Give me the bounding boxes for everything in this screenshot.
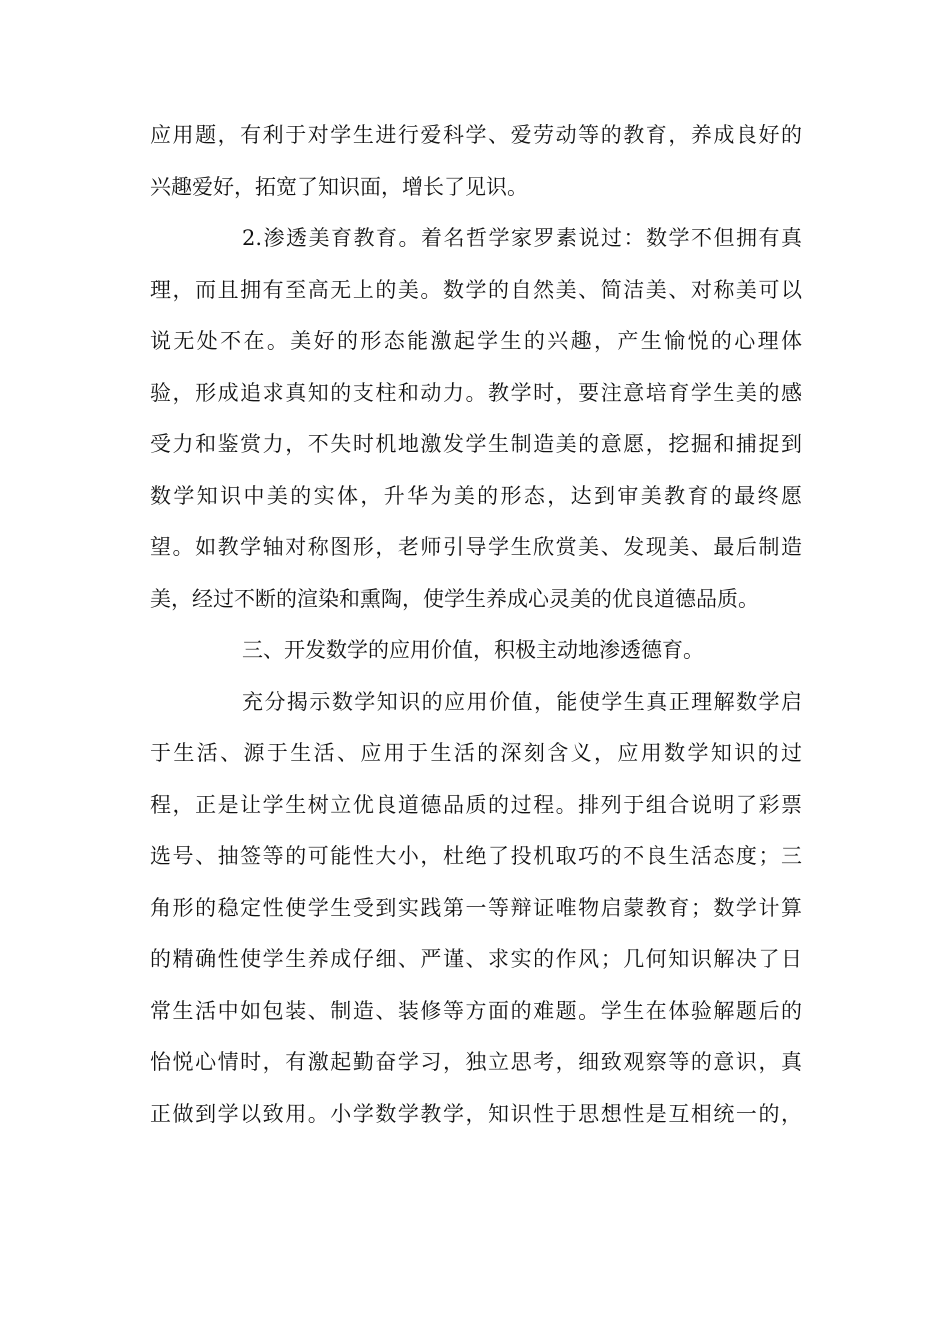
text-line: 理，而且拥有至高无上的美。数学的自然美、简洁美、对称美可以 xyxy=(150,277,802,302)
text-line: 数学知识中美的实体，升华为美的形态，达到审美教育的最终愿 xyxy=(150,483,802,508)
text-line: 验，形成追求真知的支柱和动力。教学时，要注意培育学生美的感 xyxy=(150,380,802,405)
text-line: 选号、抽签等的可能性大小，杜绝了投机取巧的不良生活态度；三 xyxy=(150,844,802,868)
text-line: 美，经过不断的渲染和熏陶，使学生养成心灵美的优良道德品质。 xyxy=(150,586,759,611)
text-line: 角形的稳定性使学生受到实践第一等辩证唯物启蒙教育；数学计算 xyxy=(150,895,802,920)
text-line: 常生活中如包装、制造、装修等方面的难题。学生在体验解题后的 xyxy=(150,998,802,1023)
text-line: 兴趣爱好，拓宽了知识面，增长了见识。 xyxy=(150,174,528,199)
text-line: 望。如教学轴对称图形，老师引导学生欣赏美、发现美、最后制造 xyxy=(150,535,802,559)
text-line: 说无处不在。美好的形态能激起学生的兴趣，产生愉悦的心理体 xyxy=(150,329,802,353)
text-line: 程，正是让学生树立优良道德品质的过程。排列于组合说明了彩票 xyxy=(150,792,802,817)
text-line: 于生活、源于生活、应用于生活的深刻含义，应用数学知识的过 xyxy=(150,741,802,765)
text-line: 2.渗透美育教育。着名哲学家罗素说过：数学不但拥有真 xyxy=(242,226,802,250)
text-line: 受力和鉴赏力，不失时机地激发学生制造美的意愿，挖掘和捕捉到 xyxy=(150,432,802,456)
body-text xyxy=(150,110,802,1140)
text-line: 的精确性使学生养成仔细、严谨、求实的作风；几何知识解决了日 xyxy=(150,947,802,971)
text-line: 充分揭示数学知识的应用价值，能使学生真正理解数学启 xyxy=(242,689,802,714)
text-line: 三、开发数学的应用价值，积极主动地渗透德育。 xyxy=(242,638,704,662)
text-line: 正做到学以致用。小学数学教学，知识性于思想性是互相统一的， xyxy=(150,1101,802,1126)
text-line: 怡悦心情时，有激起勤奋学习，独立思考，细致观察等的意识，真 xyxy=(150,1050,802,1074)
text-line: 应用题，有利于对学生进行爱科学、爱劳动等的教育，养成良好的 xyxy=(150,123,802,147)
